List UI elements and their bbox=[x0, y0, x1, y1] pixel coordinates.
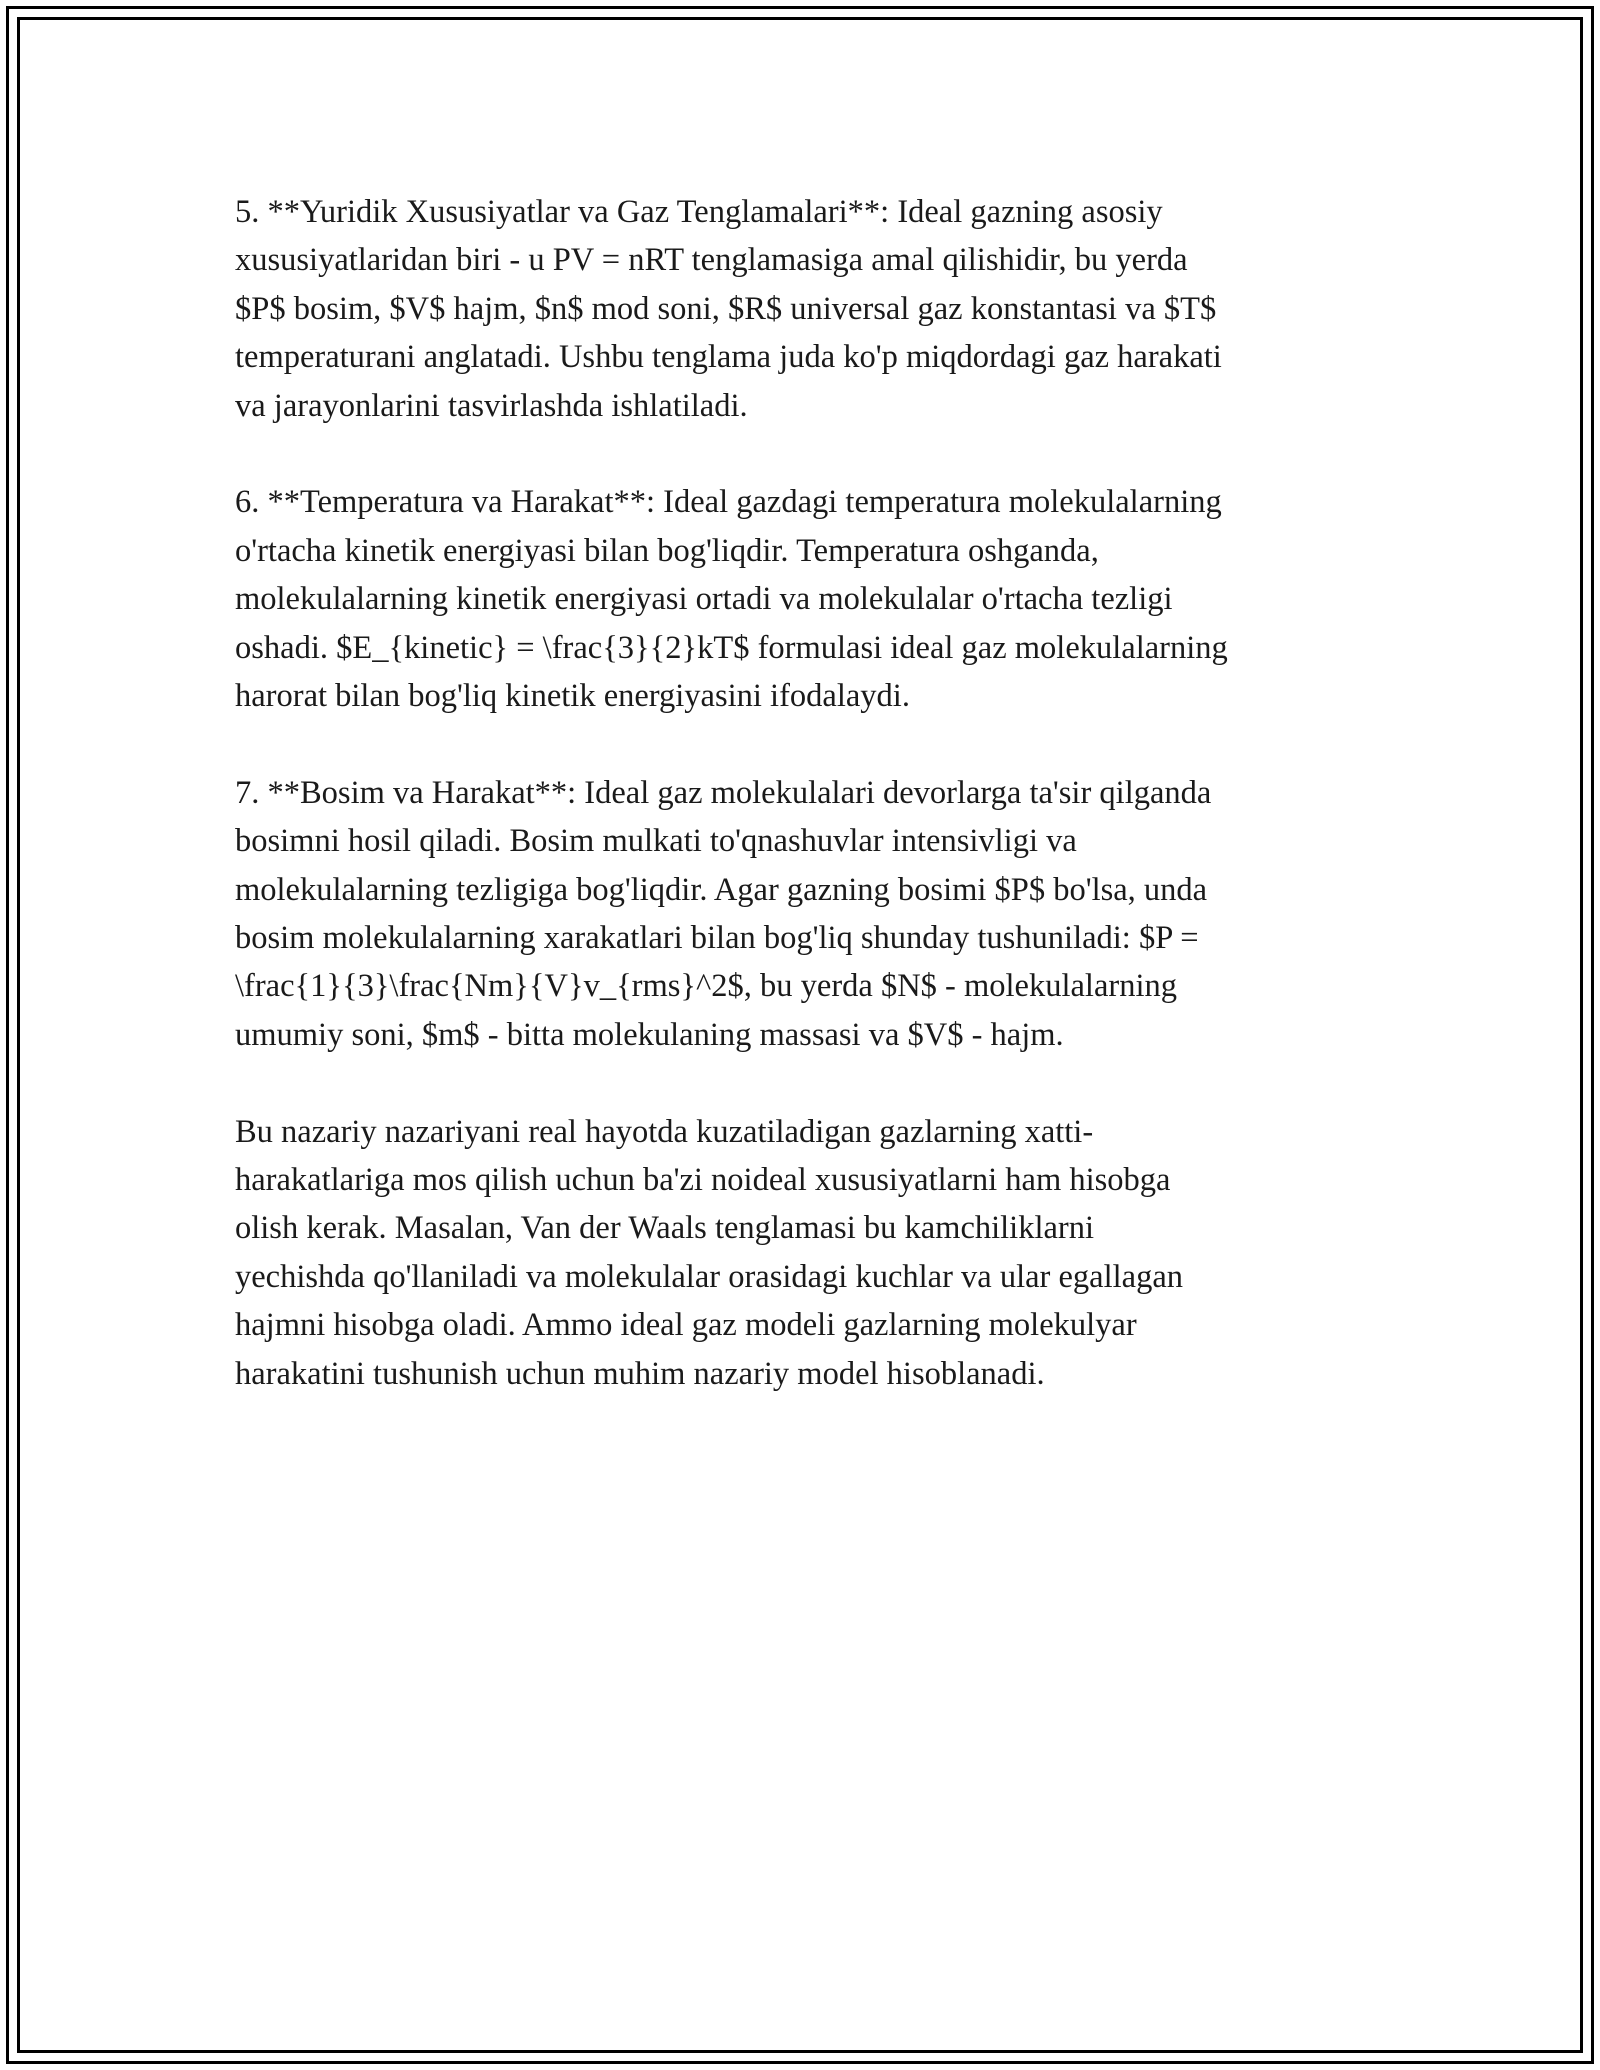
paragraph-temperature-motion: 6. **Temperatura va Harakat**: Ideal gazdagi temperatura molekulalarning o'rtacha kinetik energiyasi bilan bog'liqdir. Temperatura oshganda, molekulalarning kinetik energiyasi ortadi va molekulalar o'rtacha tezligi oshadi. $E_{kinetic} = \frac{3}{2}kT$ formulasi ideal gaz molekulalarning harorat bilan bog'liq kinetik energiyasini ifodalaydi. bbox=[235, 484, 1228, 715]
paragraph-ideal-gas-equation: 5. **Yuridik Xususiyatlar va Gaz Tenglamalari**: Ideal gazning asosiy xususiyatlaridan biri - u PV = nRT tenglamasiga amal qilishidir, bu yerda $P$ bosim, $V$ hajm, $n$ mod soni, $R$ universal gaz konstantasi va $T$ temperaturani anglatadi. Ushbu tenglama juda ko'p miqdordagi gaz harakati va jarayonlarini tasvirlashda ishlatiladi. bbox=[235, 194, 1222, 424]
paragraph-pressure-motion: 7. **Bosim va Harakat**: Ideal gaz molekulalari devorlarga ta'sir qilganda bosimni hosil qiladi. Bosim mulkati to'qnashuvlar intensivligi va molekulalarning tezligiga bog'liqdir. Agar gazning bosimi $P$ bo'lsa, unda bosim molekulalarning xarakatlari bilan bog'liq shunday tushuniladi: $P = \frac{1}{3}\frac{Nm}{V}v_{rms}^2$, bu yerda $N$ - molekulalarning umumiy soni, $m$ - bitta molekulaning massasi va $V$ - hajm. bbox=[235, 774, 1212, 1053]
paragraph-conclusion: Bu nazariy nazariyani real hayotda kuzatiladigan gazlarning xatti- harakatlariga mos qilish uchun ba'zi noideal xususiyatlarni ham hisobga olish kerak. Masalan, Van der Waals tenglamasi bu kamchiliklarni yechishda qo'llaniladi va molekulalar orasidagi kuchlar va ular egallagan hajmni hisobga oladi. Ammo ideal gaz modeli gazlarning molekulyar harakatini tushunish uchun muhim nazariy model hisoblanadi. bbox=[235, 1113, 1183, 1392]
document-body bbox=[235, 188, 1370, 1447]
